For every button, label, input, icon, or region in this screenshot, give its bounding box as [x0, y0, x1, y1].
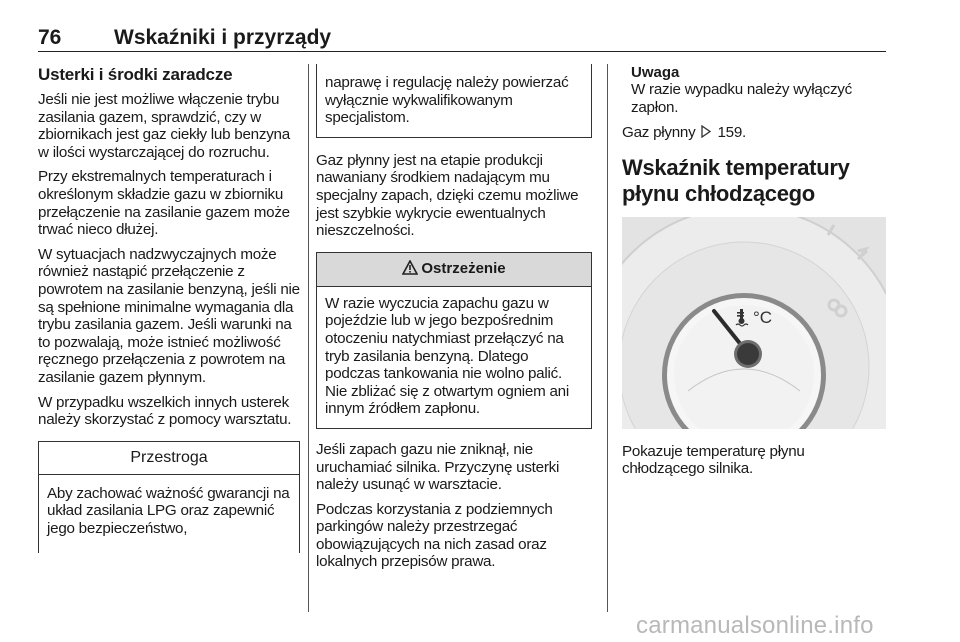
paragraph: Podczas korzystania z podziemnych parkingów należy przestrzegać obowiązujących na nich zasad oraz lokalnych przepisów prawa.: [316, 500, 553, 571]
caution-continued-text: naprawę i regulację należy powierzać wyłącznie wykwalifikowanym specjalistom.: [325, 74, 569, 127]
page-number: 76: [38, 26, 62, 49]
caution-text: Aby zachować ważność gwarancji na układ zasilania LPG oraz zapewnić jego bezpieczeństwo,: [47, 484, 290, 537]
warning-text: W razie wyczucia zapachu gazu w pojeździe lub w jego bezpośrednim otoczeniu natychmiast przełączyć na tryb zasilania benzyną. Dlatego podczas tankowania nie wolno palić. Nie zbliżać się z otwartym ogniem ani innym źródłem zapłonu.: [325, 294, 569, 418]
column-middle: [316, 64, 592, 578]
paragraph: Jeśli nie jest możliwe włączenie trybu zasilania gazem, sprawdzić, czy w zbiornikach jest gaz ciekły lub benzyna w ilości wystarczającej do rozruchu.: [38, 91, 290, 161]
paragraph: Jeśli zapach gazu nie zniknął, nie uruchamiać silnika. Przyczynę usterki należy usunąć w warsztacie.: [316, 440, 560, 494]
column-left: [38, 64, 300, 553]
warning-box: [316, 252, 592, 429]
paragraph: Przy ekstremalnych temperaturach i określonym składzie gazu w zbiorniku przełączenie na zasilanie gazem może trwać nieco dłużej.: [38, 168, 290, 239]
cross-reference-page: 159.: [717, 124, 747, 142]
column-right: [622, 64, 886, 485]
note-text: W razie wypadku należy wyłączyć zapłon.: [631, 81, 852, 116]
paragraph: W przypadku wszelkich innych usterek należy skorzystać z pomocy warsztatu.: [38, 393, 292, 429]
note-title: Uwaga: [631, 64, 680, 81]
warning-header: [317, 253, 591, 287]
gauge-unit-label: °C: [753, 307, 773, 327]
paragraph: W sytuacjach nadzwyczajnych może również nastąpić przełączenie z powrotem na zasilanie benzyną, jeśli nie są spełnione minimalne wymagania dla trybu zasilania gazem. Jeśli warunki na to pozwalają, może istnieć możliwość ręcznego przełączenia z powrotem na zasilanie gazem płynnym.: [38, 245, 300, 386]
caution-box-continued: [316, 64, 592, 138]
column-divider: [308, 64, 309, 612]
section-heading: Usterki i środki zaradcze: [38, 65, 233, 84]
chapter-title: Wskaźniki i przyrządy: [114, 26, 332, 49]
caution-box: [38, 441, 300, 553]
coolant-gauge-illustration: [622, 217, 886, 429]
column-divider: [607, 64, 608, 612]
page-header: [38, 26, 886, 52]
caution-title: Przestroga: [39, 442, 299, 475]
paragraph: Gaz płynny jest na etapie produkcji nawaniany środkiem nadającym mu specjalny zapach, dzięki czemu możliwe jest szybkie wykrycie ewentualnych nieszczelności.: [316, 151, 579, 240]
warning-triangle-icon: [402, 260, 418, 279]
page-reference-arrow-icon: [701, 125, 711, 143]
section-title: Wskaźnik temperatury płynu chłodzącego: [622, 154, 850, 206]
cross-reference-text: Gaz płynny: [622, 124, 696, 142]
warning-title: Ostrzeżenie: [421, 259, 506, 277]
cross-reference: [622, 124, 886, 143]
site-watermark: carmanualsonline.info: [636, 612, 874, 639]
figure-caption: Pokazuje temperaturę płynu chłodzącego silnika.: [622, 442, 805, 478]
